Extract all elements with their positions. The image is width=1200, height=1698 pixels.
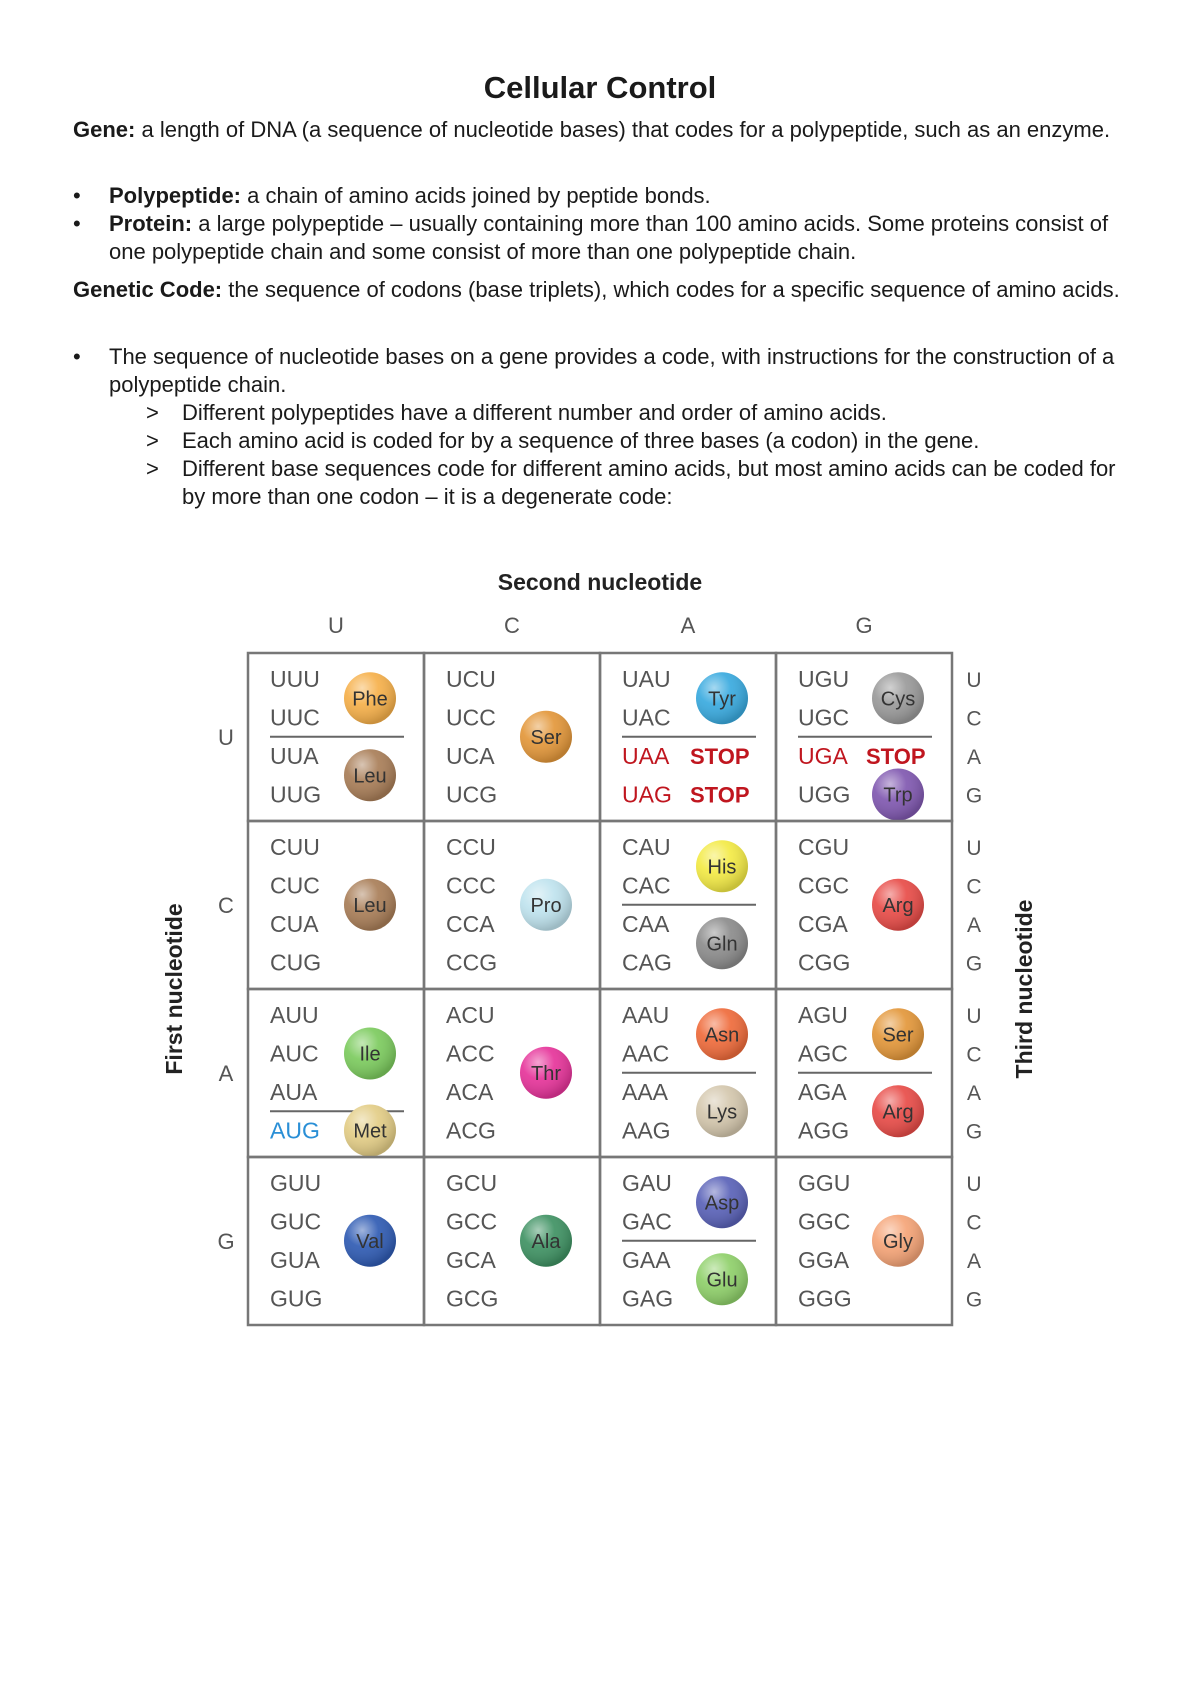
- codon-label: CCU: [446, 834, 496, 860]
- stop-codon-label: UGA: [798, 743, 848, 769]
- codon-label: UUA: [270, 743, 319, 769]
- amino-acid-label: Thr: [531, 1062, 561, 1085]
- codon-label: CGC: [798, 872, 850, 899]
- polypeptide-bullet: [109, 182, 1139, 210]
- codon-label: CAC: [622, 872, 671, 899]
- amino-acid-label: Trp: [883, 784, 913, 807]
- amino-acid-label: Phe: [352, 688, 388, 711]
- codon-label: GCA: [446, 1247, 496, 1273]
- third-base-label: U: [966, 1173, 982, 1196]
- codon-label: CUG: [270, 949, 322, 976]
- codon-label: AAG: [622, 1117, 671, 1144]
- polypeptide-text: a chain of amino acids joined by peptide bonds.: [241, 183, 711, 208]
- codon-label: CAG: [622, 949, 672, 976]
- code-bullet: The sequence of nucleotide bases on a gene provides a code, with instructions for the construction of a polypeptide chain.: [109, 344, 1115, 397]
- genetic-code-text: the sequence of codons (base triplets), which codes for a specific sequence of amino acids.: [222, 277, 1120, 302]
- amino-acid-label: His: [707, 856, 737, 879]
- codon-label: CCC: [446, 872, 496, 899]
- start-codon-label: AUG: [270, 1117, 320, 1144]
- codon-label: UAU: [622, 666, 671, 692]
- codon-label: ACG: [446, 1117, 496, 1144]
- third-base-label: U: [966, 1005, 982, 1028]
- codon-label: AAC: [622, 1040, 670, 1067]
- codon-label: CCG: [446, 949, 498, 976]
- amino-acid-label: Ala: [531, 1230, 561, 1253]
- codon-label: AGA: [798, 1079, 847, 1105]
- codon-label: GGU: [798, 1170, 851, 1196]
- codon-label: CGA: [798, 911, 848, 937]
- bullet-dot: •: [73, 211, 81, 236]
- amino-acid-label: Ser: [882, 1024, 914, 1047]
- codon-label: AUC: [270, 1040, 319, 1067]
- sub-bullet: Each amino acid is coded for by a sequence of three bases (a codon) in the gene.: [182, 428, 980, 453]
- third-base-label: A: [966, 1250, 982, 1273]
- codon-label: AAA: [622, 1079, 669, 1105]
- codon-label: UGC: [798, 704, 850, 731]
- codon-label: ACC: [446, 1040, 495, 1067]
- codon-label: AGU: [798, 1002, 848, 1028]
- third-base-label: C: [966, 1211, 982, 1235]
- polypeptide-term: Polypeptide:: [109, 183, 242, 208]
- codon-label: AGG: [798, 1117, 850, 1144]
- stop-codon-label: UAA: [622, 743, 670, 769]
- codon-label: CUC: [270, 872, 320, 899]
- bullet-dot: •: [73, 344, 81, 369]
- amino-acid-label: Asn: [704, 1024, 740, 1047]
- codon-label: GAU: [622, 1170, 672, 1196]
- gene-term: Gene:: [73, 117, 136, 142]
- codon-label: UCG: [446, 781, 498, 808]
- genetic-code-definition: [73, 276, 1133, 304]
- codon-label: GCC: [446, 1208, 498, 1235]
- codon-label: UGU: [798, 666, 850, 692]
- amino-acid-label: Leu: [353, 765, 387, 788]
- sub-marker: >: [146, 400, 159, 425]
- amino-acid-label: Arg: [882, 1101, 914, 1124]
- amino-acid-label: Met: [353, 1120, 387, 1143]
- row-base-label: A: [218, 1061, 234, 1086]
- codon-label: AUU: [270, 1002, 319, 1028]
- amino-acid-label: Gln: [706, 933, 738, 956]
- codon-label: CUU: [270, 834, 320, 860]
- codon-label: CCA: [446, 911, 495, 937]
- page-title: Cellular Control: [483, 70, 717, 105]
- row-base-label: U: [218, 725, 234, 750]
- amino-acid-label: Tyr: [708, 688, 736, 711]
- column-base-label: G: [855, 613, 873, 638]
- amino-acid-label: Glu: [706, 1269, 738, 1292]
- codon-label: UGG: [798, 781, 851, 808]
- stop-codon-label: UAG: [622, 781, 672, 808]
- codon-label: UUU: [270, 666, 320, 692]
- codon-label: GGA: [798, 1247, 850, 1273]
- codon-label: GAA: [622, 1247, 671, 1273]
- gene-definition: [73, 116, 1133, 144]
- amino-acid-label: Arg: [882, 894, 914, 917]
- third-nucleotide-label: Third nucleotide: [1011, 899, 1037, 1079]
- codon-label: GCU: [446, 1170, 498, 1196]
- codon-label: UUG: [270, 781, 322, 808]
- stop-label: STOP: [690, 782, 750, 808]
- third-base-label: U: [966, 669, 982, 692]
- genetic-code-term: Genetic Code:: [73, 277, 223, 302]
- codon-label: UAC: [622, 704, 671, 731]
- amino-acid-label: Gly: [883, 1230, 913, 1253]
- codon-label: ACU: [446, 1002, 495, 1028]
- protein-text: a large polypeptide – usually containing more than 100 amino acids. Some proteins consist of one polypeptide chain and some consist of more than one polypeptide chain.: [109, 211, 1109, 264]
- codon-label: GUU: [270, 1170, 322, 1196]
- first-nucleotide-label: First nucleotide: [161, 903, 187, 1075]
- codon-label: UUC: [270, 704, 320, 731]
- sub-bullet: Different base sequences code for different amino acids, but most amino acids can be coded for by more than one codon – it is a degenerate code:: [182, 456, 1116, 509]
- codon-label: CGG: [798, 949, 851, 976]
- amino-acid-label: Cys: [880, 688, 916, 711]
- second-nucleotide-label: Second nucleotide: [497, 570, 703, 595]
- sub-bullet: Different polypeptides have a different number and order of amino acids.: [182, 400, 887, 425]
- sub-marker: >: [146, 456, 159, 481]
- protein-bullet: [109, 210, 1139, 266]
- codon-label: AGC: [798, 1040, 848, 1067]
- third-base-label: A: [966, 1082, 982, 1105]
- row-base-label: C: [218, 893, 234, 918]
- stop-label: STOP: [866, 744, 926, 769]
- third-base-label: G: [965, 952, 983, 976]
- stop-label: STOP: [690, 744, 750, 769]
- sub-marker: >: [146, 428, 159, 453]
- codon-label: AAU: [622, 1002, 670, 1028]
- bullet-dot: •: [73, 183, 81, 208]
- codon-label: CGU: [798, 834, 850, 860]
- codon-label: GUC: [270, 1208, 322, 1235]
- codon-label: GGC: [798, 1208, 851, 1235]
- codon-label: UCC: [446, 704, 496, 731]
- amino-acid-label: Ser: [530, 726, 562, 749]
- amino-acid-label: Leu: [353, 894, 387, 917]
- codon-table: [160, 570, 1040, 1340]
- third-base-label: A: [966, 746, 982, 769]
- codon-label: UCA: [446, 743, 495, 769]
- codon-label: GUG: [270, 1285, 323, 1312]
- third-base-label: C: [966, 1043, 982, 1067]
- codon-label: UCU: [446, 666, 496, 692]
- third-base-label: A: [966, 914, 982, 937]
- third-base-label: G: [965, 1120, 983, 1144]
- amino-acid-label: Ile: [359, 1043, 381, 1066]
- codon-label: GGG: [798, 1285, 852, 1312]
- codon-label: CAA: [622, 911, 670, 937]
- third-base-label: U: [966, 837, 982, 860]
- codon-label: GAG: [622, 1285, 674, 1312]
- third-base-label: C: [966, 875, 982, 899]
- protein-term: Protein:: [109, 211, 193, 236]
- column-base-label: C: [504, 613, 520, 638]
- amino-acid-label: Val: [356, 1230, 384, 1253]
- codon-label: CUA: [270, 911, 319, 937]
- codon-label: GUA: [270, 1247, 320, 1273]
- codon-label: GCG: [446, 1285, 499, 1312]
- column-base-label: U: [328, 613, 344, 638]
- column-base-label: A: [680, 613, 696, 638]
- codon-label: GAC: [622, 1208, 672, 1235]
- codon-label: ACA: [446, 1079, 494, 1105]
- amino-acid-label: Pro: [530, 894, 562, 917]
- codon-label: AUA: [270, 1079, 318, 1105]
- gene-text: a length of DNA (a sequence of nucleotide bases) that codes for a polypeptide, such as an enzyme.: [135, 117, 1111, 142]
- amino-acid-label: Lys: [706, 1101, 738, 1124]
- third-base-label: C: [966, 707, 982, 731]
- third-base-label: G: [965, 1288, 983, 1312]
- codon-label: CAU: [622, 834, 671, 860]
- amino-acid-label: Asp: [704, 1192, 740, 1215]
- row-base-label: G: [217, 1229, 235, 1254]
- third-base-label: G: [965, 784, 983, 808]
